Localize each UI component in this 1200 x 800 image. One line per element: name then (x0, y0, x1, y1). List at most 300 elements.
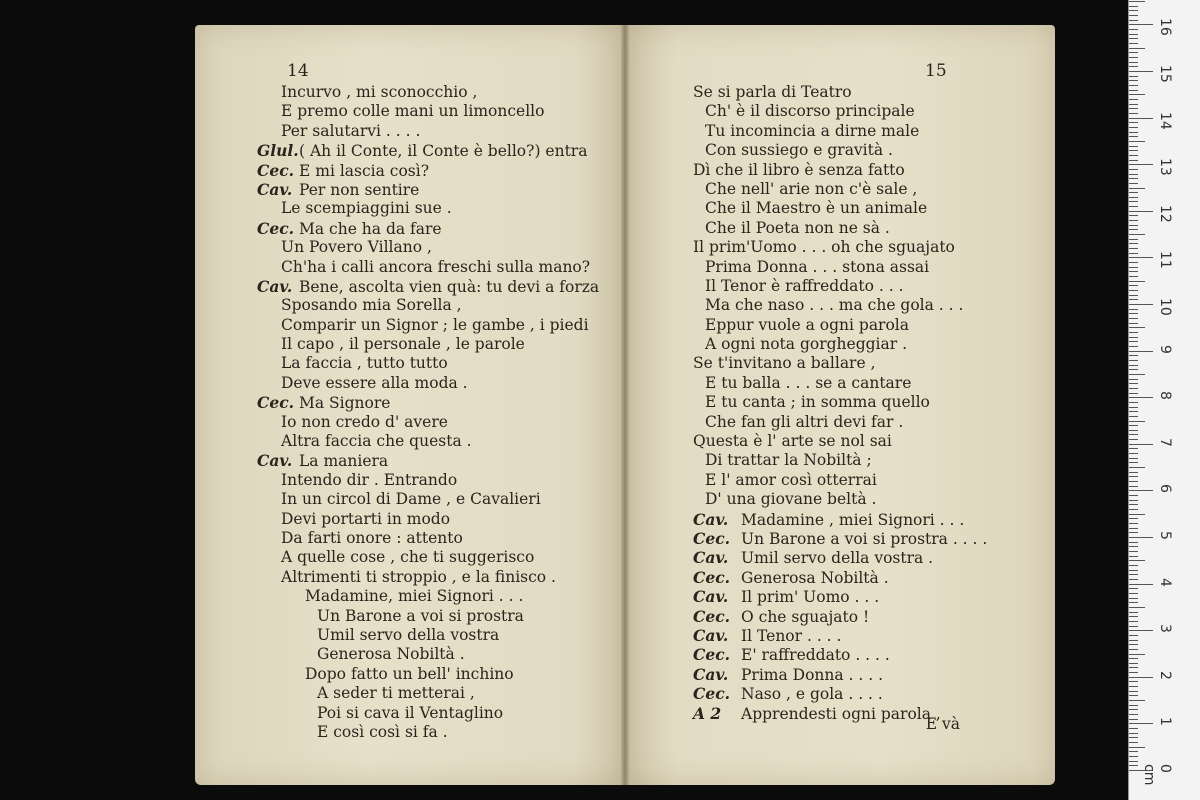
line-text: Comparir un Signor ; le gambe , i piedi (281, 315, 589, 334)
line-text: In un circol di Dame , e Cavalieri (281, 490, 541, 509)
ruler-tick (1129, 15, 1138, 16)
line-text: Devi portarti in modo (281, 509, 451, 528)
ruler-tick (1129, 38, 1138, 39)
ruler-tick (1129, 113, 1138, 114)
ruler-tick (1129, 658, 1138, 659)
line-text: Con sussiego e gravità . (705, 141, 893, 160)
text-line (693, 161, 987, 180)
ruler-number: 10 (1157, 298, 1173, 316)
ruler-tick (1129, 416, 1138, 417)
line-text: E così così si fa . (317, 722, 448, 741)
ruler-tick (1129, 728, 1138, 729)
ruler-tick (1129, 197, 1138, 198)
ruler-tick (1129, 127, 1138, 128)
line-text: Sposando mia Sorella , (281, 296, 462, 315)
ruler-tick (1129, 551, 1138, 552)
ruler-tick (1129, 160, 1138, 161)
ruler-tick (1129, 132, 1138, 133)
text-line (257, 490, 599, 509)
line-text: Un Barone a voi si prostra (317, 606, 524, 625)
ruler-tick (1129, 62, 1138, 63)
ruler-number: 5 (1157, 531, 1173, 540)
ruler-tick (1129, 640, 1138, 641)
text-line (257, 587, 599, 606)
ruler-tick (1129, 537, 1153, 538)
line-text: E' raffreddato . . . . (741, 646, 890, 665)
text-line (693, 684, 987, 703)
text-line (693, 607, 987, 626)
ruler-tick (1129, 574, 1138, 575)
text-line (693, 374, 987, 393)
text-line (257, 83, 599, 102)
ruler-tick (1129, 584, 1153, 585)
line-text: Umil servo della vostra . (741, 549, 934, 568)
text-lines (257, 83, 599, 742)
line-text: La maniera (299, 452, 389, 471)
line-text: Madamine, miei Signori . . . (305, 587, 524, 606)
ruler-tick (1129, 85, 1138, 86)
text-line (257, 626, 599, 645)
line-text: Incurvo , mi sconocchio , (281, 83, 478, 101)
text-line (257, 141, 599, 160)
text-line (257, 548, 599, 567)
line-text: O che sguajato ! (741, 607, 870, 626)
line-text: Prima Donna . . . . (741, 665, 884, 684)
ruler-tick (1129, 761, 1138, 762)
text-line (693, 258, 987, 277)
text-line (693, 141, 987, 160)
text-line (257, 665, 599, 684)
ruler-tick (1129, 43, 1138, 44)
ruler-tick (1129, 341, 1138, 342)
text-line (693, 354, 987, 373)
ruler-tick (1129, 183, 1138, 184)
ruler-tick (1129, 667, 1138, 668)
line-text: Apprendesti ogni parola , (741, 704, 941, 723)
ruler-tick (1129, 323, 1138, 324)
line-text: Che nell' arie non c'è sale , (705, 179, 918, 198)
text-line (257, 122, 599, 141)
ruler-number: 13 (1157, 158, 1173, 177)
ruler-tick (1129, 281, 1145, 282)
ruler-tick (1129, 677, 1153, 678)
ruler-tick (1129, 579, 1138, 580)
line-text: Dì che il libro è senza fatto (693, 160, 905, 179)
ruler-tick (1129, 365, 1138, 366)
line-text: Dopo fatto un bell' inchino (305, 664, 514, 683)
ruler-tick (1129, 737, 1138, 738)
text-line (693, 645, 987, 664)
line-text: Deve essere alla moda . (281, 373, 468, 392)
ruler-tick (1129, 248, 1138, 249)
ruler-tick (1129, 635, 1138, 636)
ruler-tick (1129, 742, 1138, 743)
ruler-tick (1129, 402, 1138, 403)
text-line (693, 490, 987, 509)
ruler-tick (1129, 304, 1153, 305)
ruler-tick (1129, 765, 1138, 766)
ruler-tick (1129, 374, 1145, 375)
ruler-tick (1129, 393, 1138, 394)
ruler-tick (1129, 397, 1153, 398)
ruler-tick (1129, 80, 1138, 81)
text-line (693, 219, 987, 238)
ruler-tick (1129, 695, 1138, 696)
ruler-tick (1129, 99, 1138, 100)
ruler-tick (1129, 253, 1138, 254)
line-text: E l' amor così otterrai (705, 470, 877, 489)
ruler-tick (1129, 616, 1138, 617)
ruler-tick (1129, 593, 1138, 594)
speaker-label: Cec. (257, 160, 295, 180)
ruler-number: 1 (1157, 717, 1173, 727)
line-text: Poi si cava il Ventaglino (317, 703, 504, 722)
text-line (693, 529, 987, 548)
line-text: Ch' è il discorso principale (705, 102, 915, 121)
text-line (257, 413, 599, 432)
text-line (257, 374, 599, 393)
text-line (257, 568, 599, 587)
ruler-tick (1129, 122, 1138, 123)
line-text: Per non sentire (299, 180, 420, 199)
ruler-tick (1129, 206, 1138, 207)
line-text: Che il Poeta non ne sà . (705, 218, 890, 237)
text-line (257, 529, 599, 548)
ruler-tick (1129, 146, 1138, 147)
ruler-tick (1129, 588, 1138, 589)
ruler-tick (1129, 654, 1145, 655)
ruler-tick (1129, 509, 1138, 510)
ruler-tick (1129, 52, 1138, 53)
ruler-tick (1129, 155, 1138, 156)
left-page (195, 25, 625, 785)
line-text: Di trattar la Nobiltà ; (705, 451, 872, 470)
line-text: E premo colle mani un limoncello (281, 102, 545, 121)
ruler-tick (1129, 453, 1138, 454)
speaker-label: Glul. (257, 141, 299, 161)
ruler-tick (1129, 528, 1138, 529)
line-text: Generosa Nobiltà . (741, 568, 889, 587)
ruler-tick (1129, 644, 1138, 645)
ruler-tick (1129, 663, 1138, 664)
ruler-tick (1129, 570, 1138, 571)
text-line (257, 277, 599, 296)
text-line (257, 258, 599, 277)
speaker-label: Cav. (693, 548, 729, 568)
line-text: Prima Donna . . . stona assai (705, 257, 930, 276)
speaker-label: Cec. (257, 393, 295, 413)
speaker-label: Cav. (693, 625, 729, 645)
ruler-tick (1129, 360, 1138, 361)
ruler-tick (1129, 630, 1153, 631)
ruler-tick (1129, 211, 1153, 212)
ruler-number: 8 (1157, 391, 1173, 401)
ruler-tick (1129, 723, 1153, 724)
line-text: Eppur vuole a ogni parola (705, 315, 909, 334)
line-text: Ma Signore (299, 394, 391, 413)
ruler-tick (1129, 290, 1138, 291)
ruler-tick (1129, 136, 1138, 137)
ruler-tick (1129, 500, 1138, 501)
ruler-number: 14 (1157, 111, 1173, 130)
ruler-tick (1129, 490, 1153, 491)
ruler-tick (1129, 486, 1138, 487)
ruler-tick (1129, 1, 1145, 2)
speaker-label: Cav. (257, 276, 293, 296)
ruler-tick (1129, 430, 1138, 431)
ruler-tick (1129, 369, 1138, 370)
line-text: A seder ti metterai , (317, 684, 475, 703)
text-line (257, 471, 599, 490)
speaker-label: Cav. (693, 587, 729, 607)
ruler-tick (1129, 700, 1145, 701)
line-text: Generosa Nobiltà . (317, 645, 465, 664)
speaker-label: Cav. (257, 179, 293, 199)
ruler-tick (1129, 681, 1138, 682)
text-line (693, 510, 987, 529)
page-number: 15 (925, 61, 947, 81)
ruler-tick (1129, 709, 1138, 710)
ruler-tick (1129, 29, 1138, 30)
ruler-tick (1129, 407, 1138, 408)
ruler-tick (1129, 174, 1138, 175)
ruler-tick (1129, 542, 1138, 543)
ruler-tick (1129, 719, 1138, 720)
ruler-tick (1129, 178, 1138, 179)
ruler-tick (1129, 672, 1138, 673)
catchword: E và (925, 715, 960, 733)
ruler-tick (1129, 714, 1138, 715)
text-line (693, 277, 987, 296)
ruler-tick (1129, 169, 1138, 170)
ruler-tick (1129, 626, 1138, 627)
ruler-number: 2 (1157, 670, 1173, 680)
ruler-tick (1129, 299, 1138, 300)
text-line (257, 335, 599, 354)
ruler-tick (1129, 229, 1138, 230)
speaker-label: Cav. (693, 664, 729, 684)
ruler-tick (1129, 495, 1138, 496)
ruler-tick (1129, 462, 1138, 463)
line-text: Ch'ha i calli ancora freschi sulla mano? (281, 257, 591, 276)
ruler-number: 0 cm (1141, 764, 1173, 786)
page-number: 14 (287, 61, 309, 81)
text-line (693, 393, 987, 412)
ruler-tick (1129, 225, 1138, 226)
text-line (257, 645, 599, 664)
text-line (257, 238, 599, 257)
ruler-tick (1129, 565, 1138, 566)
ruler-tick (1129, 76, 1138, 77)
text-line (693, 83, 987, 102)
text-line (257, 684, 599, 703)
line-text: D' una giovane beltà . (705, 490, 877, 509)
line-text: Umil servo della vostra (317, 625, 500, 644)
ruler-tick (1129, 439, 1138, 440)
ruler-tick (1129, 602, 1138, 603)
ruler-tick (1129, 346, 1138, 347)
text-line (693, 471, 987, 490)
line-text: E tu canta ; in somma quello (705, 393, 930, 412)
speaker-label: Cav. (257, 451, 293, 471)
ruler-tick (1129, 355, 1138, 356)
line-text: Un Povero Villano , (281, 238, 432, 257)
text-line (693, 102, 987, 121)
ruler-tick (1129, 90, 1138, 91)
ruler-tick (1129, 481, 1138, 482)
ruler-tick (1129, 48, 1145, 49)
line-text: A ogni nota gorgheggiar . (705, 335, 907, 354)
ruler-tick (1129, 458, 1138, 459)
line-text: ( Ah il Conte, il Conte è bello?) entra (299, 142, 588, 161)
text-line (693, 626, 987, 645)
line-text: Le scempiaggini sue . (281, 199, 452, 218)
text-line (693, 451, 987, 470)
text-line (693, 665, 987, 684)
ruler-tick (1129, 141, 1145, 142)
ruler-number: 16 (1157, 18, 1173, 37)
line-text: Io non credo d' avere (281, 412, 448, 431)
line-text: Il capo , il personale , le parole (281, 335, 525, 354)
ruler-tick (1129, 388, 1138, 389)
ruler-tick (1129, 747, 1145, 748)
ruler-number: 6 (1157, 484, 1173, 494)
ruler-tick (1129, 514, 1145, 515)
ruler-tick (1129, 556, 1138, 557)
text-line (693, 432, 987, 451)
line-text: Bene, ascolta vien quà: tu devi a forza (299, 277, 600, 296)
line-text: Altrimenti ti stroppio , e la finisco . (281, 567, 556, 586)
text-line (257, 296, 599, 315)
ruler-tick (1129, 262, 1138, 263)
ruler-tick (1129, 649, 1138, 650)
open-book (195, 25, 1055, 785)
ruler-tick (1129, 751, 1138, 752)
line-text: Un Barone a voi si prostra . . . . (741, 529, 988, 548)
right-page (625, 25, 1055, 785)
ruler-tick (1129, 523, 1138, 524)
ruler-number: 11 (1157, 251, 1173, 270)
line-text: E tu balla . . . se a cantare (705, 373, 912, 392)
ruler-number: 3 (1157, 624, 1173, 634)
ruler-tick (1129, 295, 1138, 296)
ruler-tick (1129, 337, 1138, 338)
line-text: Ma che ha da fare (299, 219, 442, 238)
speaker-label: Cec. (693, 606, 731, 626)
line-text: La faccia , tutto tutto (281, 354, 448, 373)
text-line (693, 180, 987, 199)
ruler-tick (1129, 621, 1138, 622)
ruler-tick (1129, 612, 1138, 613)
speaker-label: Cec. (693, 528, 731, 548)
line-text: Questa è l' arte se nol sai (693, 432, 892, 451)
ruler-number: 7 (1157, 437, 1173, 447)
ruler-tick (1129, 467, 1145, 468)
ruler-tick (1129, 607, 1145, 608)
book-gutter (621, 25, 629, 785)
ruler-tick (1129, 560, 1145, 561)
ruler-tick (1129, 332, 1138, 333)
ruler-tick (1129, 476, 1138, 477)
ruler-tick (1129, 24, 1153, 25)
ruler-tick (1129, 425, 1138, 426)
line-text: Da farti onore : attento (281, 528, 463, 547)
ruler-tick (1129, 546, 1138, 547)
ruler-tick (1129, 532, 1138, 533)
text-line (693, 199, 987, 218)
ruler-tick (1129, 108, 1138, 109)
text-line (257, 723, 599, 742)
ruler-tick (1129, 733, 1138, 734)
ruler-tick (1129, 271, 1138, 272)
ruler-tick (1129, 276, 1138, 277)
text-line (693, 238, 987, 257)
line-text: Il Tenor è raffreddato . . . (705, 276, 904, 295)
text-line (693, 296, 987, 315)
ruler-tick (1129, 318, 1138, 319)
line-text: Altra faccia che questa . (281, 432, 472, 451)
ruler-tick (1129, 94, 1145, 95)
ruler-tick (1129, 285, 1138, 286)
text-line (257, 102, 599, 121)
ruler-tick (1129, 57, 1138, 58)
line-text: Tu incomincia a dirne male (705, 121, 920, 140)
text-line (257, 219, 599, 238)
ruler-number: 4 (1157, 577, 1173, 587)
ruler-tick (1129, 504, 1138, 505)
ruler-tick (1129, 71, 1153, 72)
ruler-tick (1129, 164, 1153, 165)
text-line (693, 587, 987, 606)
text-line (693, 548, 987, 567)
text-line (257, 432, 599, 451)
line-text: A quelle cose , che ti suggerisco (281, 548, 535, 567)
ruler-tick (1129, 118, 1153, 119)
text-line (257, 161, 599, 180)
line-text: Naso , e gola . . . . (741, 685, 883, 704)
text-line (693, 316, 987, 335)
ruler-number: 15 (1157, 65, 1173, 83)
ruler-tick (1129, 10, 1138, 11)
line-text: Per salutarvi . . . . (281, 121, 421, 140)
ruler-tick (1129, 327, 1145, 328)
text-line (257, 393, 599, 412)
ruler-tick (1129, 756, 1138, 757)
ruler-tick (1129, 448, 1138, 449)
text-line (257, 354, 599, 373)
speaker-label: Cec. (257, 218, 295, 238)
ruler-tick (1129, 444, 1153, 445)
speaker-label: Cec. (693, 684, 731, 704)
ruler-tick (1129, 598, 1138, 599)
line-text: Se t'invitano a ballare , (693, 354, 876, 373)
text-line (693, 122, 987, 141)
text-line (693, 413, 987, 432)
line-text: Ma che naso . . . ma che gola . . . (705, 296, 964, 315)
text-lines (693, 83, 987, 723)
ruler-tick (1129, 234, 1145, 235)
line-text: Il Tenor . . . . (741, 626, 842, 645)
ruler-tick (1129, 34, 1138, 35)
line-text: E mi lascia così? (299, 161, 430, 180)
ruler-tick (1129, 705, 1138, 706)
ruler-tick (1129, 220, 1138, 221)
line-text: Madamine , miei Signori . . . (741, 510, 965, 529)
line-text: Se si parla di Teatro (693, 83, 852, 101)
ruler-number: 12 (1157, 204, 1173, 223)
ruler-tick (1129, 518, 1138, 519)
ruler-tick (1129, 472, 1138, 473)
